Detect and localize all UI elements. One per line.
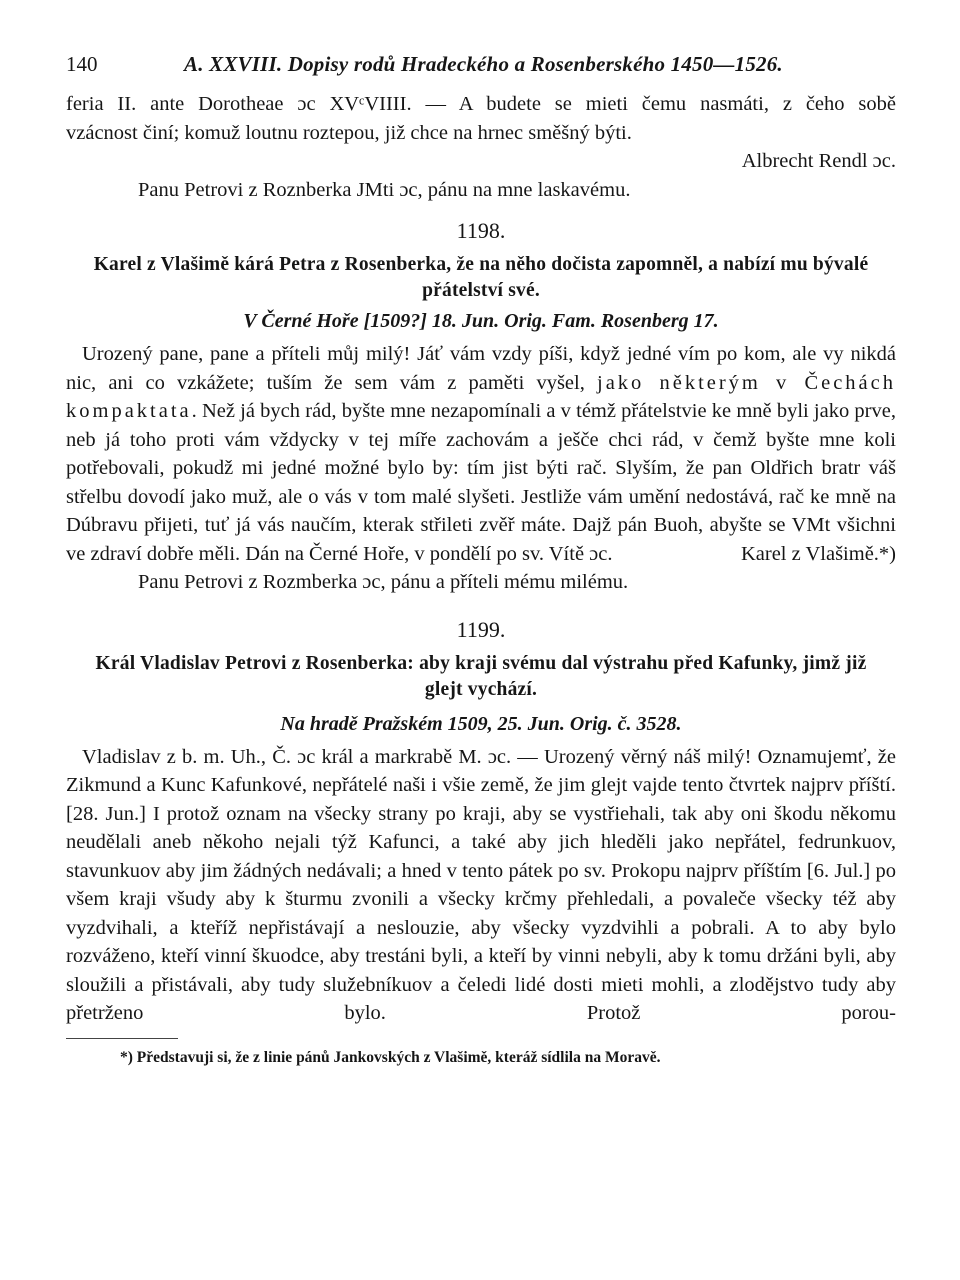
letter-body: Vladislav z b. m. Uh., Č. ɔc král a markrabě M. ɔc. — Urozený věrný náš milý! Oznamujemť, že Zikmund a Kunc Kafunkové, nepřátelé naši i všie země, že jim glejt vajde tento čtvrtek najprv příští. [28. Jun.] I protož oznam na všecky strany po kraji, aby se vystřiehali, tak aby oni škodu někomu neudělali aneb někoho nejali týž Kafunci, a také aby jich hleděli jako nepřátel, fedrunkuov, stavunkuov aby jim žádných nedávali; a hned v tento pátek po sv. Prokopu najprv příštím [6. Jul.] po všem kraji všudy aby k šturmu zvonili a všecky krčmy přehledali, a povaleče všecky též aby vyzdvihali, a kteříž nepřistávají a neslouzie, aby všecky vyzdvihli a pobrali. A to aby bylo rozváženo, kteří vinní škuodce, aby trestáni byli, a kteří by vinni nebyli, aby k tomu držáni byli, aby sloužili a přistávali, aby tudy služebníkuov a čeledi lidé dosti mieti mohli, a zlodějstvo tudy aby přetrženo bylo. Protož porou- (66, 745, 896, 1024)
previous-letter-signature: Albrecht Rendl ɔc. (741, 150, 896, 172)
page (66, 52, 896, 1069)
document-1199 (66, 615, 896, 1028)
document-1198 (66, 216, 896, 597)
regest-line-1: Karel z Vlašimě kárá Petra z Rosenberka, že na něho dočista zapomněl, a nabízí mu bývalé (93, 254, 869, 275)
document-regest (66, 252, 896, 304)
regest-line-1: Král Vladislav Petrovi z Rosenberka: aby kraji svému dal výstrahu před Kafunky, jimž již (95, 652, 867, 674)
document-source: V Černé Hoře [1509?] 18. Jun. Orig. Fam. Rosenberg 17. (243, 310, 719, 332)
document-regest (66, 651, 896, 703)
previous-letter-end (66, 90, 896, 204)
regest-line-2: glejt vychází. (424, 678, 538, 700)
letter-body (66, 340, 896, 568)
letter-signature: Karel z Vlašimě.*) (740, 542, 896, 565)
footnote-rule (66, 1038, 178, 1039)
previous-letter-line-2: vzácnost činí; komuž loutnu roztepou, již chce na hrnec směšný býti. (66, 121, 632, 144)
letter-body-part-1: Urozený pane, pane a příteli můj milý! Jáť vám vzdy píši, když jedné vím po kom, ale vy nikdá nic, ani co vzkážete; tuším že sem vám z paměti vyšel, (66, 343, 896, 394)
letter-body-spaced-phrase: jako některým v Čechách kompaktata (66, 371, 897, 422)
page-header (66, 52, 896, 90)
regest-line-2: přátelství své. (422, 280, 540, 301)
document-number: 1198. (456, 218, 506, 243)
letter-body-part-2: . Než já bych rád, byšte mne nezapomínali a v témž přátelstvie ke mně byli jako prve, neb já toho proti vám vždycky v tej míře zachovám a ješče chci rád, v čemž byšte mne koli potřebovali, pokudž mi jedné možné bylo by: tím jist býti rač. Slyším, že pan Oldřich bratr váš střelbu dovodí jako muž, ale o vás v tom malé slyšeti. Jestliže vám umění nedostává, rač ke mně na Dúbravu přijeti, tuť já vás naučím, kterak střileti zvěř máte. Dajž pán Buoh, abyšte se VMt všichni ve zdraví dobře měli. Dán na Černé Hoře, v pondělí po sv. Vítě ɔc. (66, 400, 896, 565)
document-number: 1199. (456, 616, 506, 642)
footnote: *) Představuji si, že z linie pánů Jankovských z Vlašimě, kteráž sídlila na Moravě. (120, 1048, 661, 1066)
document-source: Na hradě Pražském 1509, 25. Jun. Orig. č. 3528. (280, 712, 682, 735)
previous-letter-line-1: feria II. ante Dorotheae ɔc XVᶜVIIII. — A budete se mieti čemu nasmáti, z čeho sobě (66, 93, 896, 115)
page-number: 140 (66, 52, 98, 76)
previous-letter-address: Panu Petrovi z Roznberka JMti ɔc, pánu na mne laskavému. (138, 178, 631, 201)
running-title: A. XXVIII. Dopisy rodů Hradeckého a Rosenberského 1450—1526. (184, 52, 783, 76)
letter-address: Panu Petrovi z Rozmberka ɔc, pánu a příteli mému milému. (138, 571, 629, 593)
